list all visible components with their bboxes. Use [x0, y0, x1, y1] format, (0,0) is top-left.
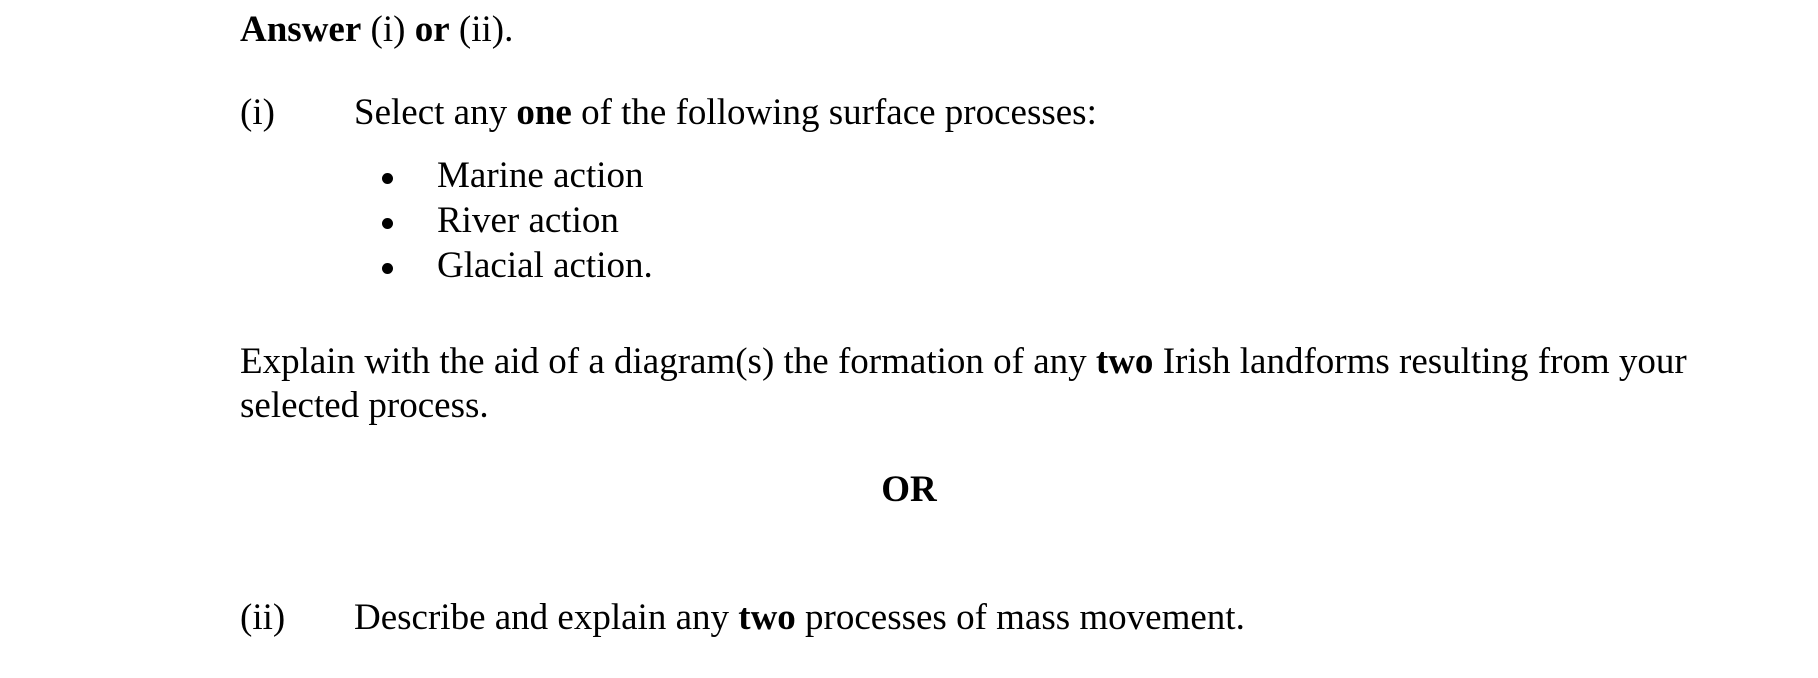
part-i-label: (i) — [240, 92, 275, 133]
answer-instruction-line — [240, 0, 1698, 52]
task-emphasis: two — [1095, 341, 1154, 382]
task-paragraph — [240, 340, 1718, 428]
list-item-glacial-action — [382, 243, 1818, 288]
list-item-label: Marine action — [437, 155, 644, 196]
surface-process-list — [382, 153, 1818, 288]
bullet-icon — [382, 218, 393, 229]
answer-word: Answer — [240, 9, 362, 50]
part-i-prompt-after: of the following surface processes: — [571, 92, 1097, 133]
part-i-prompt-emphasis: one — [516, 92, 572, 133]
or-divider: OR — [881, 469, 937, 510]
task-text-after: Irish landforms resulting from your selected process. — [240, 341, 1687, 426]
list-item-river-action — [382, 198, 1818, 243]
bullet-icon — [382, 263, 393, 274]
option-i-reference: (i) — [361, 9, 415, 50]
part-ii-row — [240, 596, 1718, 640]
part-ii-prompt-emphasis: two — [738, 597, 796, 638]
task-text-before: Explain with the aid of a diagram(s) the formation of any — [240, 341, 1096, 382]
part-ii-label: (ii) — [240, 597, 286, 638]
list-item-label: Glacial action. — [437, 245, 653, 286]
bullet-icon — [382, 173, 393, 184]
list-item-marine-action — [382, 153, 1818, 198]
part-ii-prompt — [354, 596, 1718, 640]
part-i-prompt-before: Select any — [354, 92, 517, 133]
list-item-label: River action — [437, 200, 619, 241]
part-ii-prompt-after: processes of mass movement. — [795, 597, 1245, 638]
or-word: or — [414, 9, 450, 50]
part-i-prompt — [354, 91, 1718, 135]
option-ii-reference: (ii). — [449, 9, 514, 50]
part-i-row — [240, 91, 1718, 135]
part-ii-prompt-before: Describe and explain any — [354, 597, 739, 638]
